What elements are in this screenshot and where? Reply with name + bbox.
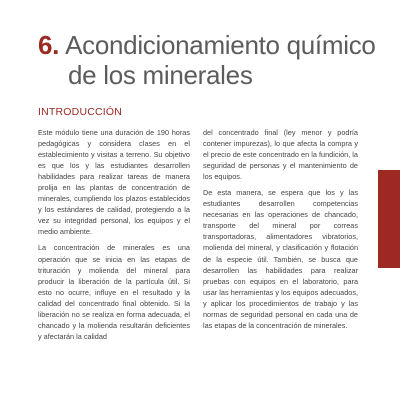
body-column-left xyxy=(38,127,190,347)
chapter-title-text-1: Acondicionamiento químico xyxy=(65,30,376,60)
section-heading: INTRODUCCIÓN xyxy=(38,106,123,118)
chapter-title xyxy=(38,30,376,90)
paragraph: De esta manera, se espera que los y las estudiantes desarrollen competencias necesarias en las operaciones de chancado, transporte del mineral por correas transportadoras, alimentadores vibratorios, molienda del mineral, y clasificación y flotación de la especie útil. También, se busca que desarrollen las habilidades para realizar pruebas con equipos en el laboratorio, para usar las herramientas y los equipos adecuados, y aplicar los procedimientos de trabajo y las normas de seguridad personal en cada una de las etapas de la concentración de minerales. xyxy=(203,188,358,330)
chapter-title-line-1 xyxy=(38,30,376,60)
paragraph: La concentración de minerales es una operación que se inicia en las etapas de trituración y molienda del mineral para producir la liberación de la partícula útil. Si esto no ocurre, influye en el resultado y la calidad del concentrado final obtenido. Si la liberación no se realiza en forma adecuada, el chancado y la molienda resultarán deficientes y afectarán la calidad xyxy=(38,243,190,341)
chapter-number: 6. xyxy=(38,30,60,60)
paragraph: Este módulo tiene una duración de 190 horas pedagógicas y considera clases en el establecimiento y visitas a terreno. Su objetivo es que los y las estudiantes desarrollen habilidades para realizar tareas de manera prolija en las plantas de concentración de minerales, cumpliendo los plazos establecidos y los estándares de calidad, protegiendo a la vez su integridad personal, los equipos y el medio ambiente. xyxy=(38,128,190,237)
body-column-right xyxy=(203,127,358,336)
paragraph: del concentrado final (ley menor y podría contener impurezas), lo que afecta la compra y el precio de este concentrado en la fundición, la seguridad de personas y el mantenimiento de los equipos. xyxy=(203,128,358,182)
chapter-title-line-2: de los minerales xyxy=(68,60,253,90)
side-tab-marker xyxy=(378,170,400,268)
